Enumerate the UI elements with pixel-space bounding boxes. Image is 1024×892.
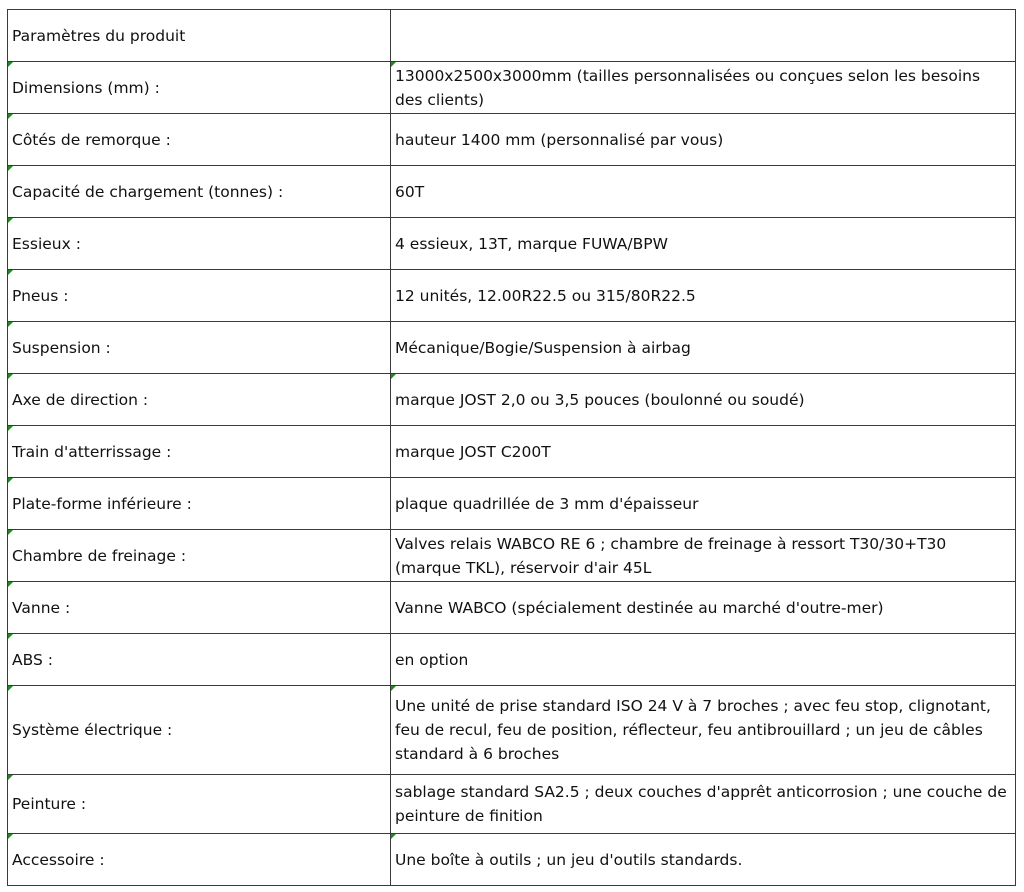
row-label: Plate-forme inférieure : — [8, 478, 391, 530]
row-label: Pneus : — [8, 270, 391, 322]
row-label: ABS : — [8, 634, 391, 686]
row-label: Côtés de remorque : — [8, 114, 391, 166]
table-row — [8, 834, 1016, 886]
row-label: Vanne : — [8, 582, 391, 634]
row-label: Axe de direction : — [8, 374, 391, 426]
row-value: Une unité de prise standard ISO 24 V à 7 broches ; avec feu stop, clignotant, feu de recul, feu de position, réflecteur, feu antibrouillard ; un jeu de câbles standard à 6 broches — [391, 686, 1016, 775]
header-value-cell — [391, 10, 1016, 62]
row-label: Système électrique : — [8, 686, 391, 775]
row-value: Valves relais WABCO RE 6 ; chambre de freinage à ressort T30/30+T30 (marque TKL), réservoir d'air 45L — [391, 530, 1016, 582]
table-row — [8, 322, 1016, 374]
table-row — [8, 374, 1016, 426]
row-value: Vanne WABCO (spécialement destinée au marché d'outre-mer) — [391, 582, 1016, 634]
row-value: marque JOST C200T — [391, 426, 1016, 478]
row-label: Essieux : — [8, 218, 391, 270]
row-label: Dimensions (mm) : — [8, 62, 391, 114]
row-value: 60T — [391, 166, 1016, 218]
table-row — [8, 114, 1016, 166]
row-value: Mécanique/Bogie/Suspension à airbag — [391, 322, 1016, 374]
row-value: 13000x2500x3000mm (tailles personnalisées ou conçues selon les besoins des clients) — [391, 62, 1016, 114]
row-label: Suspension : — [8, 322, 391, 374]
row-label: Train d'atterrissage : — [8, 426, 391, 478]
row-value: plaque quadrillée de 3 mm d'épaisseur — [391, 478, 1016, 530]
row-label: Peinture : — [8, 775, 391, 834]
header-title-cell: Paramètres du produit — [8, 10, 391, 62]
row-label: Accessoire : — [8, 834, 391, 886]
table-row — [8, 218, 1016, 270]
row-value: sablage standard SA2.5 ; deux couches d'apprêt anticorrosion ; une couche de peinture de finition — [391, 775, 1016, 834]
row-label: Chambre de freinage : — [8, 530, 391, 582]
table-row — [8, 166, 1016, 218]
row-value: 4 essieux, 13T, marque FUWA/BPW — [391, 218, 1016, 270]
product-parameters-table — [7, 9, 1016, 886]
table-row — [8, 62, 1016, 114]
table-row — [8, 775, 1016, 834]
table-row — [8, 478, 1016, 530]
table-row — [8, 530, 1016, 582]
table-row — [8, 270, 1016, 322]
table-header-row — [8, 10, 1016, 62]
table-row — [8, 582, 1016, 634]
row-label: Capacité de chargement (tonnes) : — [8, 166, 391, 218]
table-row — [8, 426, 1016, 478]
row-value: marque JOST 2,0 ou 3,5 pouces (boulonné ou soudé) — [391, 374, 1016, 426]
row-value: 12 unités, 12.00R22.5 ou 315/80R22.5 — [391, 270, 1016, 322]
table-row — [8, 634, 1016, 686]
table-row — [8, 686, 1016, 775]
row-value: hauteur 1400 mm (personnalisé par vous) — [391, 114, 1016, 166]
row-value: en option — [391, 634, 1016, 686]
row-value: Une boîte à outils ; un jeu d'outils standards. — [391, 834, 1016, 886]
